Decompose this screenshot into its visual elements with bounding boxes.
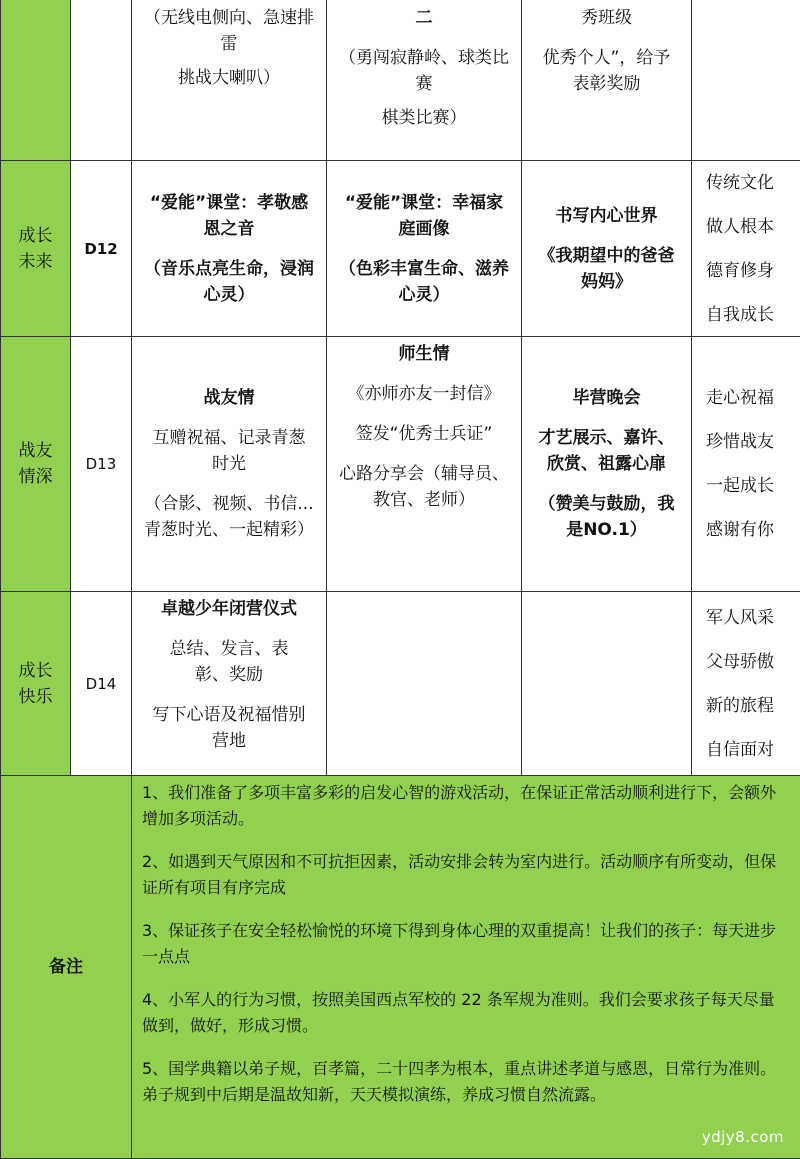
value-text: 父母骄傲 — [692, 649, 800, 675]
activity-title: 卓越少年闭营仪式 — [132, 596, 326, 622]
activity-text: 《亦师亦友一封信》 — [327, 381, 521, 407]
notes-label: 备注 — [1, 776, 132, 1159]
table-row — [1, 337, 800, 592]
activity-text: （音乐点亮生命，浸润心灵） — [132, 256, 326, 308]
activity-text: 优秀个人”，给予表彰奖励 — [522, 45, 691, 97]
note-item: 4、小军人的行为习惯，按照美国西点军校的 22 条军规为准则。我们会要求孩子每天尽量做到，做好，形成习惯。 — [142, 987, 790, 1039]
activity-cell-2 — [327, 161, 522, 337]
activity-title: 战友情 — [132, 385, 326, 411]
activity-text: （合影、视频、书信...青葱时光、一起精彩） — [132, 491, 326, 543]
activity-title: 书写内心世界 — [522, 203, 691, 229]
activity-text: 《我期望中的爸爸妈妈》 — [522, 243, 691, 295]
value-text: 传统文化 — [692, 170, 800, 196]
value-text: 德育修身 — [692, 258, 800, 284]
activity-cell-2 — [327, 337, 522, 592]
activity-text: 互赠祝福、记录青葱时光 — [132, 425, 326, 477]
activity-cell-1 — [132, 337, 327, 592]
note-item: 2、如遇到天气原因和不可抗拒因素，活动安排会转为室内进行。活动顺序有所变动，但保证所有项目有序完成 — [142, 849, 790, 901]
value-text: 军人风采 — [692, 605, 800, 631]
activity-text: （赞美与鼓励，我是NO.1） — [522, 491, 691, 543]
day-cell — [71, 0, 132, 161]
phase-label: 未来 — [1, 249, 70, 275]
value-cell — [692, 337, 800, 592]
activity-title: 师生情 — [327, 341, 521, 367]
value-cell — [692, 0, 800, 161]
notes-row — [1, 776, 800, 1159]
value-cell — [692, 161, 800, 337]
activity-text: 才艺展示、嘉许、欣赏、祖露心扉 — [522, 425, 691, 477]
activity-title: 二 — [327, 5, 521, 31]
phase-label: 成长 — [1, 223, 70, 249]
activity-cell-1 — [132, 161, 327, 337]
value-text: 自信面对 — [692, 737, 800, 763]
phase-label: 快乐 — [1, 684, 70, 710]
activity-text: 秀班级 — [522, 5, 691, 31]
activity-text: （无线电侧向、急速排雷 — [132, 5, 326, 57]
day-cell: D13 — [71, 337, 132, 592]
activity-cell-1 — [132, 592, 327, 776]
day-cell: D14 — [71, 592, 132, 776]
value-text: 一起成长 — [692, 473, 800, 499]
phase-cell — [1, 592, 71, 776]
activity-text: 总结、发言、表彰、奖励 — [132, 636, 326, 688]
phase-cell — [1, 161, 71, 337]
activity-cell-3 — [522, 161, 692, 337]
watermark: ydjy8.com — [702, 1128, 784, 1146]
activity-title: “爱能”课堂：幸福家庭画像 — [327, 190, 521, 242]
notes-content — [132, 776, 800, 1159]
phase-label: 情深 — [1, 464, 70, 490]
activity-cell-2 — [327, 592, 522, 776]
activity-text: （勇闯寂静岭、球类比赛 — [327, 45, 521, 97]
activity-cell-1 — [132, 0, 327, 161]
activity-cell-3 — [522, 592, 692, 776]
activity-cell-2 — [327, 0, 522, 161]
note-item: 3、保证孩子在安全轻松愉悦的环境下得到身体心理的双重提高！让我们的孩子：每天进步一点点 — [142, 918, 790, 970]
activity-text: 写下心语及祝福惜别营地 — [132, 702, 326, 754]
table-row — [1, 0, 800, 161]
phase-label: 成长 — [1, 658, 70, 684]
value-text: 感谢有你 — [692, 517, 800, 543]
value-cell — [692, 592, 800, 776]
value-text: 走心祝福 — [692, 385, 800, 411]
table-row — [1, 592, 800, 776]
value-text: 做人根本 — [692, 214, 800, 240]
activity-cell-3 — [522, 337, 692, 592]
activity-text: （色彩丰富生命、滋养心灵） — [327, 256, 521, 308]
value-text: 珍惜战友 — [692, 429, 800, 455]
phase-cell — [1, 337, 71, 592]
note-item: 5、国学典籍以弟子规，百孝篇，二十四孝为根本，重点讲述孝道与感恩，日常行为准则。弟子规到中后期是温故知新，天天模拟演练，养成习惯自然流露。 — [142, 1056, 790, 1108]
activity-text: 签发“优秀士兵证” — [327, 421, 521, 447]
day-cell: D12 — [71, 161, 132, 337]
note-item: 1、我们准备了多项丰富多彩的启发心智的游戏活动，在保证正常活动顺利进行下，会额外增加多项活动。 — [142, 780, 790, 832]
value-text: 新的旅程 — [692, 693, 800, 719]
activity-cell-3 — [522, 0, 692, 161]
table-row — [1, 161, 800, 337]
activity-text: 棋类比赛） — [327, 105, 521, 131]
activity-text: 挑战大喇叭） — [132, 65, 326, 91]
value-text: 自我成长 — [692, 302, 800, 328]
activity-text: 心路分享会（辅导员、教官、老师） — [327, 461, 521, 513]
activity-title: 毕营晚会 — [522, 385, 691, 411]
phase-cell — [1, 0, 71, 161]
phase-label: 战友 — [1, 438, 70, 464]
activity-title: “爱能”课堂：孝敬感恩之音 — [132, 190, 326, 242]
